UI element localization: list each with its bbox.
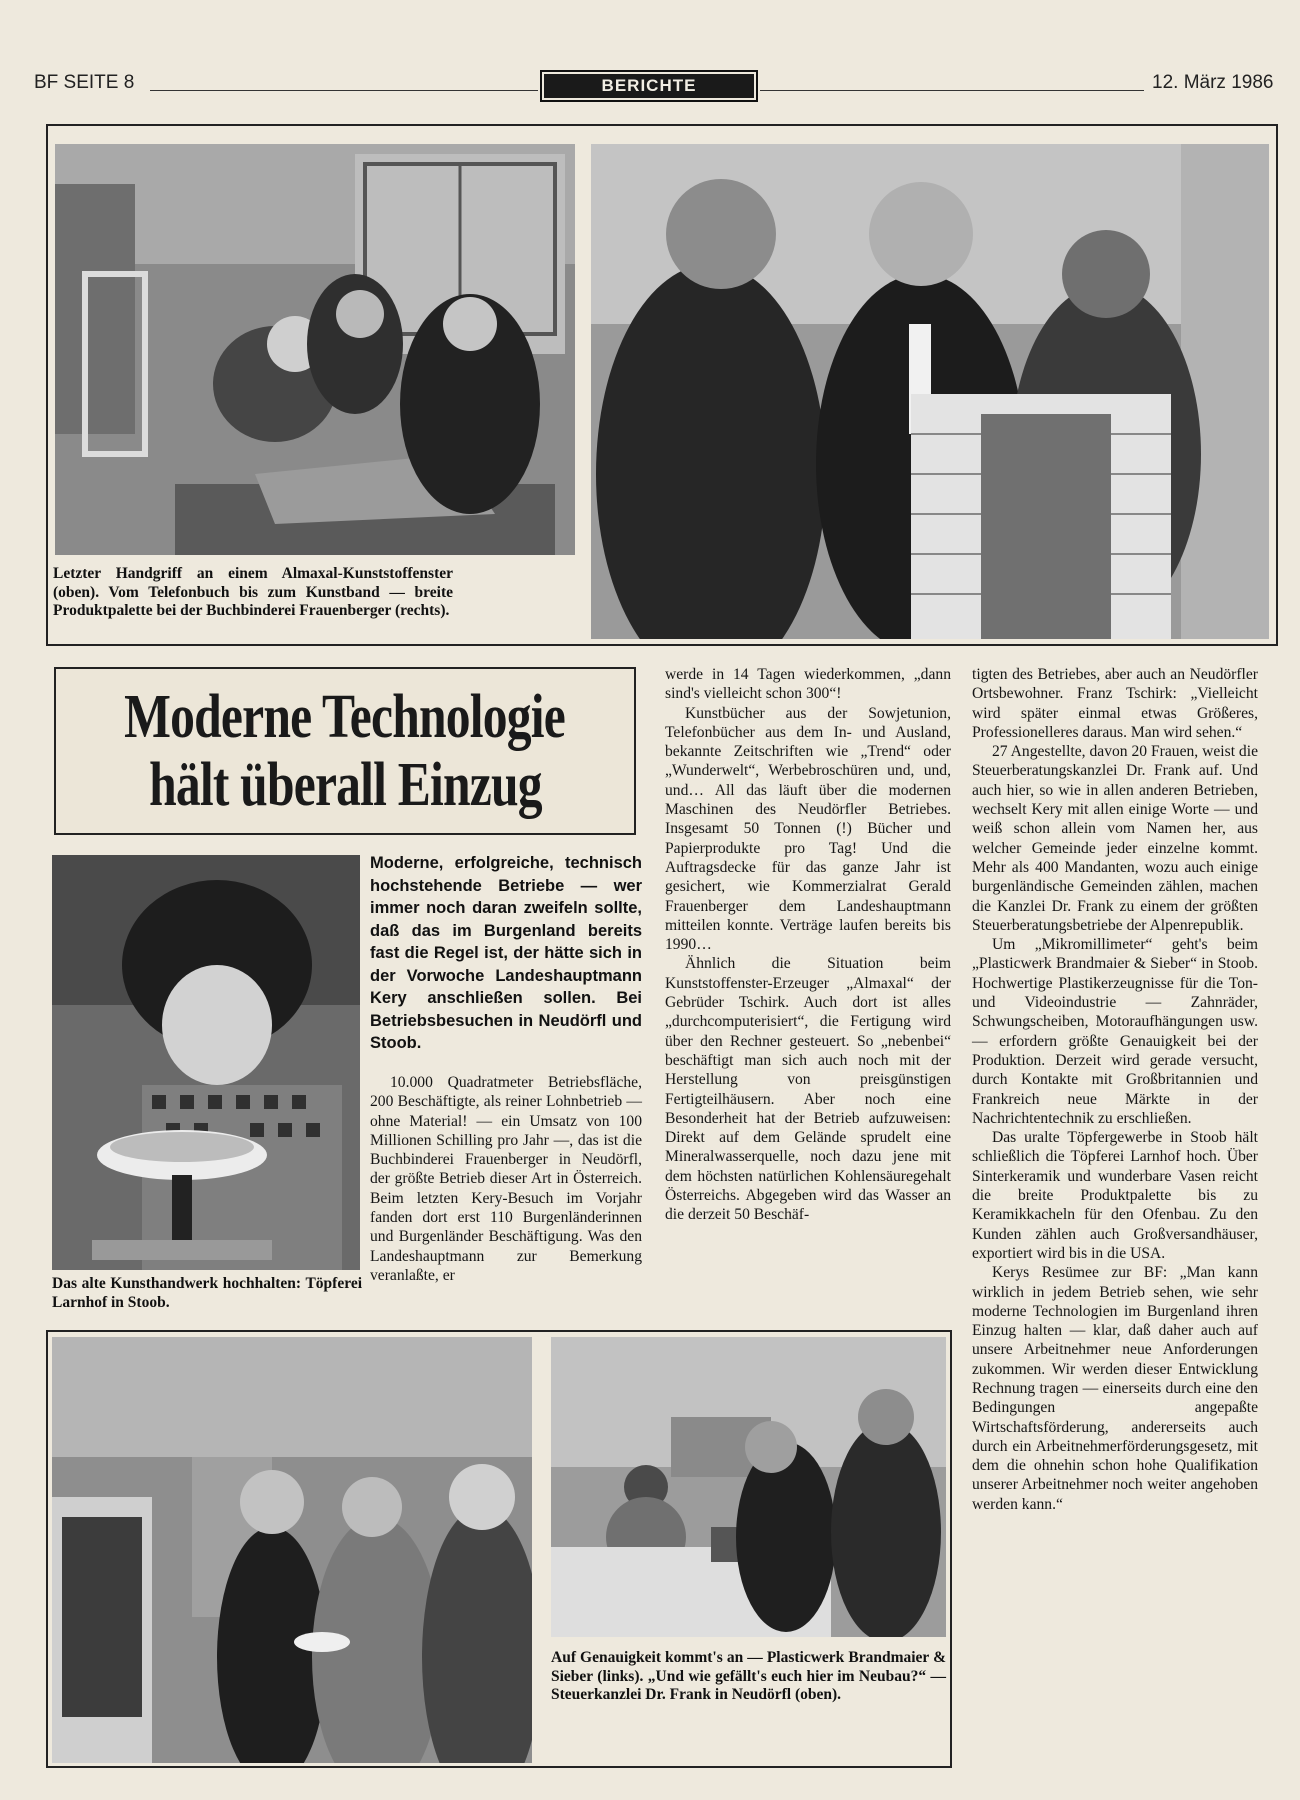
photo-pottery: [52, 855, 360, 1270]
paragraph: tigten des Betriebes, aber auch an Neudörfler Ortsbewohner. Franz Tschirk: „Vielleicht wird später einmal etwas Größeres, Professionelleres daraus. Man wird sehen.“: [972, 666, 1258, 741]
article-column-3: [972, 665, 1258, 1514]
paragraph: Kerys Resümee zur BF: „Man kann wirklich in jedem Betrieb sehen, wie sehr moderne Technologien im Burgenland ihren Einzug halten — klar, daß daher auch auf unsere Arbeitnehmer neue Anforderungen zukommen. Wir werden dieser Entwicklung Rechnung tragen — einerseits durch eine den Bedingungen angepaßte Wirtschaftsförderung, andererseits auch durch ein Arbeitnehmerförderungsgesetz, mit dem die ohnehin schon hohe Qualifikation unserer Arbeitnehmer noch weiter angehoben werden kann.“: [972, 1264, 1258, 1513]
photo-bookbindery: [591, 144, 1269, 639]
header-rule-left: [150, 90, 538, 91]
paragraph: Kunstbücher aus der Sowjetunion, Telefonbücher aus dem In- und Ausland, bekannte Zeitschriften wie „Trend“ oder „Wunderwelt“, Werbebroschüren und, und, und… All das läuft über die modernen Maschinen des Neudörfler Betriebes. Insgesamt 50 Tonnen (!) Bücher und Papierprodukte pro Tag! Und die Auftragsdecke für das ganze Jahr ist gesichert, wie Kommerzialrat Gerald Frauenberger dem Landeshauptmann mitteilen konnte. Verträge laufen bereits bis 1990…: [665, 704, 951, 954]
section-label: BERICHTE: [544, 74, 754, 98]
section-label-box: [540, 70, 758, 102]
paragraph: Ähnlich die Situation beim Kunststoffenster-Erzeuger „Almaxal“ der Gebrüder Tschirk. Auch dort ist alles „durchcomputerisiert“, die Fertigung wird über den Rechner gesteuert. So „nebenbei“ beschäftigt man sich auch noch mit der Herstellung von preisgünstigen Fertigteilhäusern. Aber noch eine Besonderheit hat der Betrieb aufzuweisen: Direkt auf dem Gelände sprudelt eine Mineralwasserquelle, noch dazu jene mit dem höchsten natürlichen Kohlensäuregehalt Österreichs. Abgegeben wird das Wasser an die derzeit 50 Beschäf-: [665, 955, 951, 1224]
headline-box: [54, 667, 636, 835]
caption-bottom-photos: Auf Genauigkeit kommt's an — Plasticwerk Brandmaier & Sieber (links). „Und wie gefällt's euch hier im Neubau?“ — Steuerkanzlei Dr. Frank in Neudörfl (oben).: [551, 1649, 946, 1703]
caption-pottery: Das alte Kunsthandwerk hochhalten: Töpferei Larnhof in Stoob.: [52, 1275, 362, 1311]
page-label: BF SEITE 8: [34, 72, 135, 93]
paragraph: Um „Mikromillimeter“ geht's beim „Plasticwerk Brandmaier & Sieber“ in Stoob. Hochwertige Plastikerzeugnisse für die Ton- und Videoindustrie — Zahnräder, Schwungscheiben, Motoraufhängungen usw. — erfordern größte Genauigkeit bei der Produktion. Derzeit wird gerade versucht, durch Kontakte mit Großbritannien und Frankreich neue Märkte in der Nachrichtentechnik zu erschließen.: [972, 936, 1258, 1127]
header-rule-right: [760, 90, 1144, 91]
photo-plastics-factory: [52, 1337, 532, 1763]
pottery-image: [52, 855, 360, 1270]
issue-date: 12. März 1986: [1152, 72, 1274, 93]
paragraph: werde in 14 Tagen wiederkommen, „dann sind's vielleicht schon 300“!: [665, 666, 951, 703]
tax-office-image: [551, 1337, 946, 1637]
paragraph: 10.000 Quadratmeter Betriebsfläche, 200 Beschäftigte, als reiner Lohnbetrieb — ohne Material! — ein Umsatz von 100 Millionen Schilling pro Jahr —, das ist die Buchbinderei Frauenberger in Neudörfl, der größte Betrieb dieser Art in Österreich. Beim letzten Kery-Besuch im Vorjahr fanden dort erst 110 Burgenländerinnen und Burgenländer Beschäftigung. Was den Landeshauptmann zur Bemerkung veranlaßte, er: [370, 1074, 642, 1284]
article-lead: Moderne, erfolgreiche, technisch hochstehende Betriebe — wer immer noch daran zweifeln sollte, daß das im Burgenland bereits fast die Regel ist, der hätte sich in der Vorwoche Landeshauptmann Kery anschließen sollen. Bei Betriebsbesuchen in Neudörfl und Stoob.: [370, 854, 642, 1052]
plastics-factory-image: [52, 1337, 532, 1763]
photo-tax-office: [551, 1337, 946, 1637]
caption-top-photos: Letzter Handgriff an einem Almaxal-Kunststoffenster (oben). Vom Telefonbuch bis zum Kunstband — breite Produktpalette bei der Buchbinderei Frauenberger (rechts).: [53, 565, 453, 619]
paragraph: Das uralte Töpfergewerbe in Stoob hält schließlich die Töpferei Larnhof hoch. Über Sinterkeramik und wunderbare Vasen reicht die breite Produktpalette bis zu Keramikkacheln für den Ofenbau. Zu den Kunden zählen auch Großversandhäuser, exportiert wird bis in die USA.: [972, 1129, 1258, 1262]
article-column-2: [665, 665, 951, 1225]
paragraph: 27 Angestellte, davon 20 Frauen, weist die Steuerberatungskanzlei Dr. Frank auf. Und auch hier, so wie in allen anderen Betrieben, wechselt Kery mit allen einige Worte — und weiß schon allein vom Namen her, aus welcher Gemeinde jeder einzelne kommt. Mehr als 400 Mandanten, wozu auch einige burgenländische Gemeinden zählen, machen die Kanzlei Dr. Frank zu einem der größten Steuerberatungsbetriebe der Alpenrepublik.: [972, 743, 1258, 934]
bookbindery-image: [591, 144, 1269, 639]
headline-line-2: hält überall Einzug: [148, 751, 542, 819]
window-workshop-image: [55, 144, 575, 555]
photo-window-workshop: [55, 144, 575, 555]
article-column-1: [370, 1073, 642, 1285]
headline-line-1: Moderne Technologie: [124, 683, 566, 751]
